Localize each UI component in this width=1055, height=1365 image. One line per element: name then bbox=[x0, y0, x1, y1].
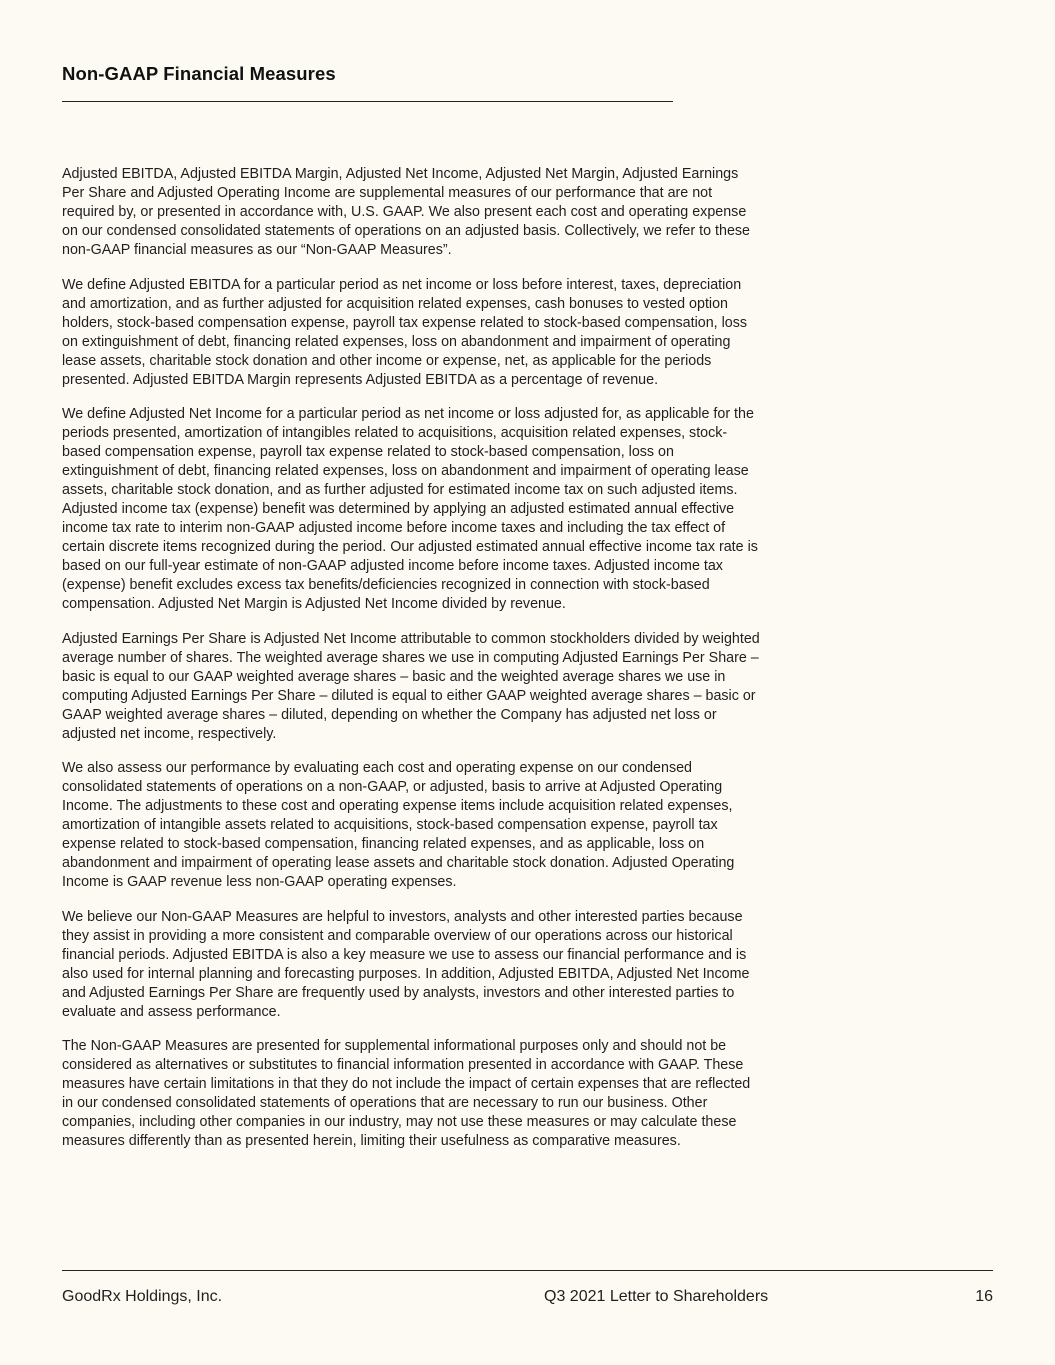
paragraph-adjusted-operating-income: We also assess our performance by evaluating each cost and operating expense on our condensed consolidated statements of operations on a non-GAAP, or adjusted, basis to arrive at Adjusted Operating Income. The adjustments to these cost and operating expense items include acquisition related expenses, amortization of intangible assets related to acquisitions, stock-based compensation expense, payroll tax expense related to stock-based compensation, financing related expenses, and as applicable, loss on abandonment and impairment of operating lease assets and charitable stock donation. Adjusted Operating Income is GAAP revenue less non-GAAP operating expenses. bbox=[62, 760, 735, 890]
footer-company: GoodRx Holdings, Inc. bbox=[62, 1288, 223, 1305]
footer-document-title: Q3 2021 Letter to Shareholders bbox=[544, 1288, 769, 1305]
paragraph-overview: Adjusted EBITDA, Adjusted EBITDA Margin, Adjusted Net Income, Adjusted Net Margin, Adjusted Earnings Per Share and Adjusted Operating Income are supplemental measures of our performance that are not required by, or presented in accordance with, U.S. GAAP. We also present each cost and operating expense on our condensed consolidated statements of operations on an adjusted basis. Collectively, we refer to these non-GAAP financial measures as our “Non-GAAP Measures”. bbox=[62, 166, 750, 258]
paragraph-adjusted-net-income: We define Adjusted Net Income for a particular period as net income or loss adjusted for, as applicable for the periods presented, amortization of intangibles related to acquisitions, acquisition related expenses, stock-based compensation expense, payroll tax expense related to stock-based compensation, loss on extinguishment of debt, financing related expenses, loss on abandonment and impairment of operating lease assets, charitable stock donation, and as further adjusted for estimated income tax on such adjusted items. Adjusted income tax (expense) benefit was determined by applying an adjusted estimated annual effective income tax rate to interim non-GAAP adjusted income before income taxes and including the tax effect of certain discrete items recognized during the period. Our adjusted estimated annual effective income tax rate is based on our full-year estimate of non-GAAP adjusted income before income taxes. Adjusted income tax (expense) benefit excludes excess tax benefits/deficiencies recognized in connection with stock-based compensation. Adjusted Net Margin is Adjusted Net Income divided by revenue. bbox=[62, 406, 758, 612]
header-divider bbox=[62, 101, 673, 102]
footer-divider bbox=[62, 1270, 993, 1271]
paragraph-limitations: The Non-GAAP Measures are presented for supplemental informational purposes only and should not be considered as alternatives or substitutes to financial information presented in accordance with GAAP. These measures have certain limitations in that they do not include the impact of certain expenses that are reflected in our condensed consolidated statements of operations that are necessary to run our business. Other companies, including other companies in our industry, may not use these measures or may calculate these measures differently than as presented herein, limiting their usefulness as comparative measures. bbox=[62, 1038, 751, 1149]
body-text bbox=[62, 165, 762, 1167]
page-title: Non-GAAP Financial Measures bbox=[62, 63, 336, 84]
footer bbox=[62, 1288, 993, 1310]
page-number: 16 bbox=[975, 1288, 993, 1305]
paragraph-usefulness: We believe our Non-GAAP Measures are helpful to investors, analysts and other interested parties because they assist in providing a more consistent and comparable overview of our operations across our historical financial periods. Adjusted EBITDA is also a key measure we use to assess our financial performance and is also used for internal planning and forecasting purposes. In addition, Adjusted EBITDA, Adjusted Net Income and Adjusted Earnings Per Share are frequently used by analysts, investors and other interested parties to evaluate and assess performance. bbox=[62, 908, 750, 1020]
paragraph-adjusted-eps: Adjusted Earnings Per Share is Adjusted Net Income attributable to common stockholders divided by weighted average number of shares. The weighted average shares we use in computing Adjusted Earnings Per Share – basic is equal to our GAAP weighted average shares – basic and the weighted average shares we use in computing Adjusted Earnings Per Share – diluted is equal to either GAAP weighted average shares – basic or GAAP weighted average shares – diluted, depending on whether the Company has adjusted net loss or adjusted net income, respectively. bbox=[62, 630, 760, 742]
paragraph-adjusted-ebitda: We define Adjusted EBITDA for a particular period as net income or loss before interest, taxes, depreciation and amortization, and as further adjusted for acquisition related expenses, cash bonuses to vested option holders, stock-based compensation expense, payroll tax expense related to stock-based compensation, loss on extinguishment of debt, financing related expenses, loss on abandonment and impairment of operating lease assets, charitable stock donation and other income or expense, net, as applicable for the periods presented. Adjusted EBITDA Margin represents Adjusted EBITDA as a percentage of revenue. bbox=[62, 276, 748, 388]
